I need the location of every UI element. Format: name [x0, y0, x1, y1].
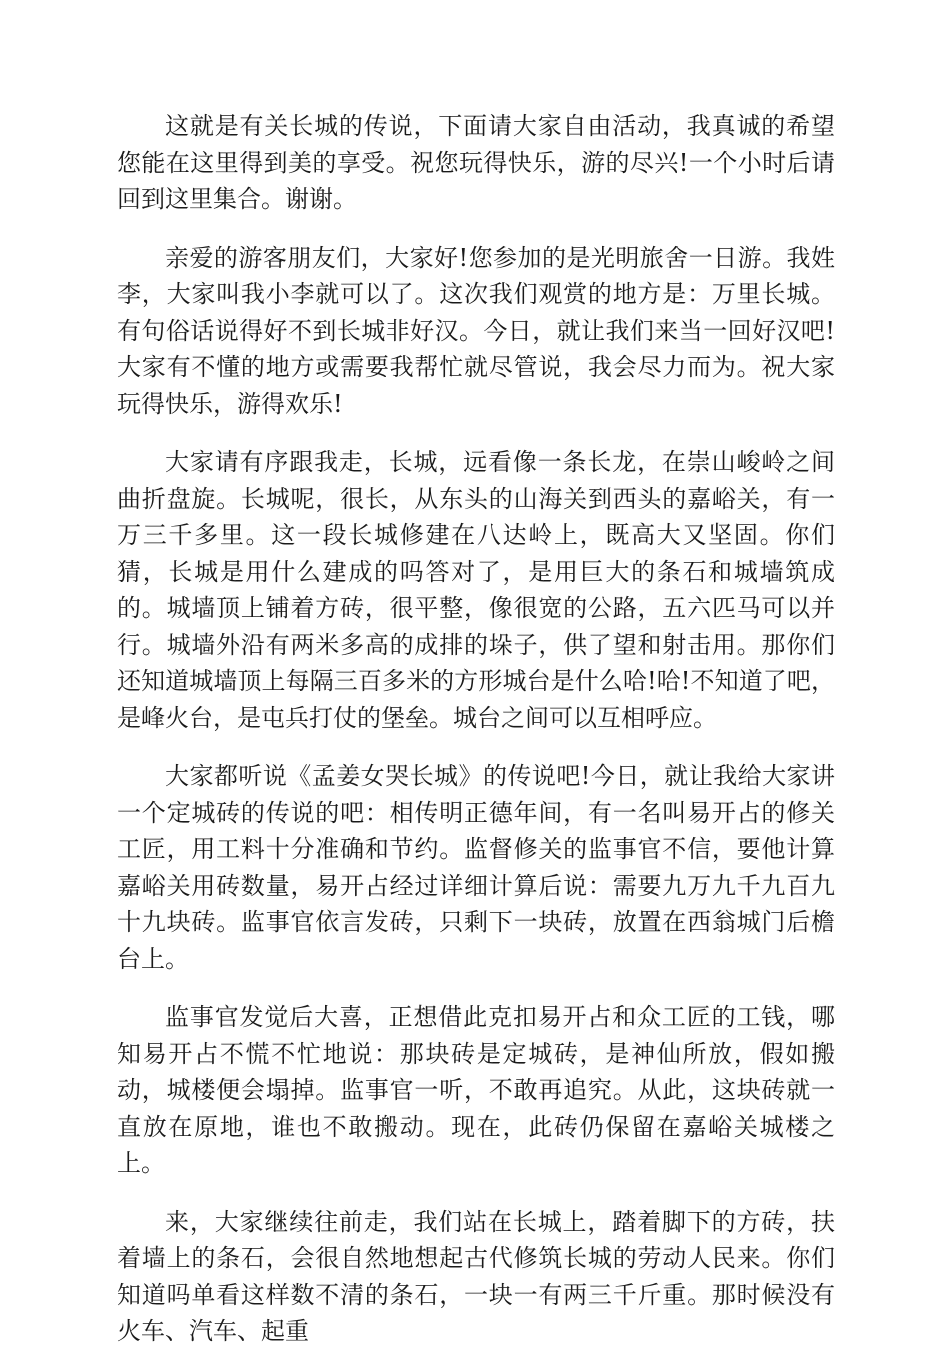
paragraph: 大家都听说《孟姜女哭长城》的传说吧!今日，就让我给大家讲一个定城砖的传说的吧：相传明正德年间，有一名叫易开占的修关工匠，用工料十分准确和节约。监督修关的监事官不信，要他计算嘉峪关用砖数量，易开占经过详细计算后说：需要九万九千九百九十九块砖。监事官依言发砖，只剩下一块砖，放置在西翁城门后檐台上。: [117, 762, 835, 973]
paragraph: 监事官发觉后大喜，正想借此克扣易开占和众工匠的工钱，哪知易开占不慌不忙地说：那块砖是定城砖，是神仙所放，假如搬动，城楼便会塌掉。监事官一听，不敢再追究。从此，这块砖就一直放在原地，谁也不敢搬动。现在，此砖仍保留在嘉峪关城楼之上。: [117, 1003, 835, 1177]
paragraph: 亲爱的游客朋友们，大家好!您参加的是光明旅舍一日游。我姓李，大家叫我小李就可以了。这次我们观赏的地方是：万里长城。有句俗话说得好不到长城非好汉。今日，就让我们来当一回好汉吧!大家有不懂的地方或需要我帮忙就尽管说，我会尽力而为。祝大家玩得快乐，游得欢乐!: [117, 243, 835, 418]
paragraph: 大家请有序跟我走，长城，远看像一条长龙，在崇山峻岭之间曲折盘旋。长城呢，很长，从东头的山海关到西头的嘉峪关，有一万三千多里。这一段长城修建在八达岭上，既高大又坚固。你们猜，长城是用什么建成的吗答对了，是用巨大的条石和城墙筑成的。城墙顶上铺着方砖，很平整，像很宽的公路，五六匹马可以并行。城墙外沿有两米多高的成排的垛子，供了望和射击用。那你们还知道城墙顶上每隔三百多米的方形城台是什么哈!哈!不知道了吧，是峰火台，是屯兵打仗的堡垒。城台之间可以互相呼应。: [117, 448, 835, 732]
document-body: [117, 108, 835, 1372]
paragraph: 这就是有关长城的传说，下面请大家自由活动，我真诚的希望您能在这里得到美的享受。祝您玩得快乐，游的尽兴!一个小时后请回到这里集合。谢谢。: [117, 112, 835, 213]
paragraph: 来，大家继续往前走，我们站在长城上，踏着脚下的方砖，扶着墙上的条石，会很自然地想起古代修筑长城的劳动人民来。你们知道吗单看这样数不清的条石，一块一有两三千斤重。那时候没有火车、汽车、起重: [117, 1207, 835, 1345]
